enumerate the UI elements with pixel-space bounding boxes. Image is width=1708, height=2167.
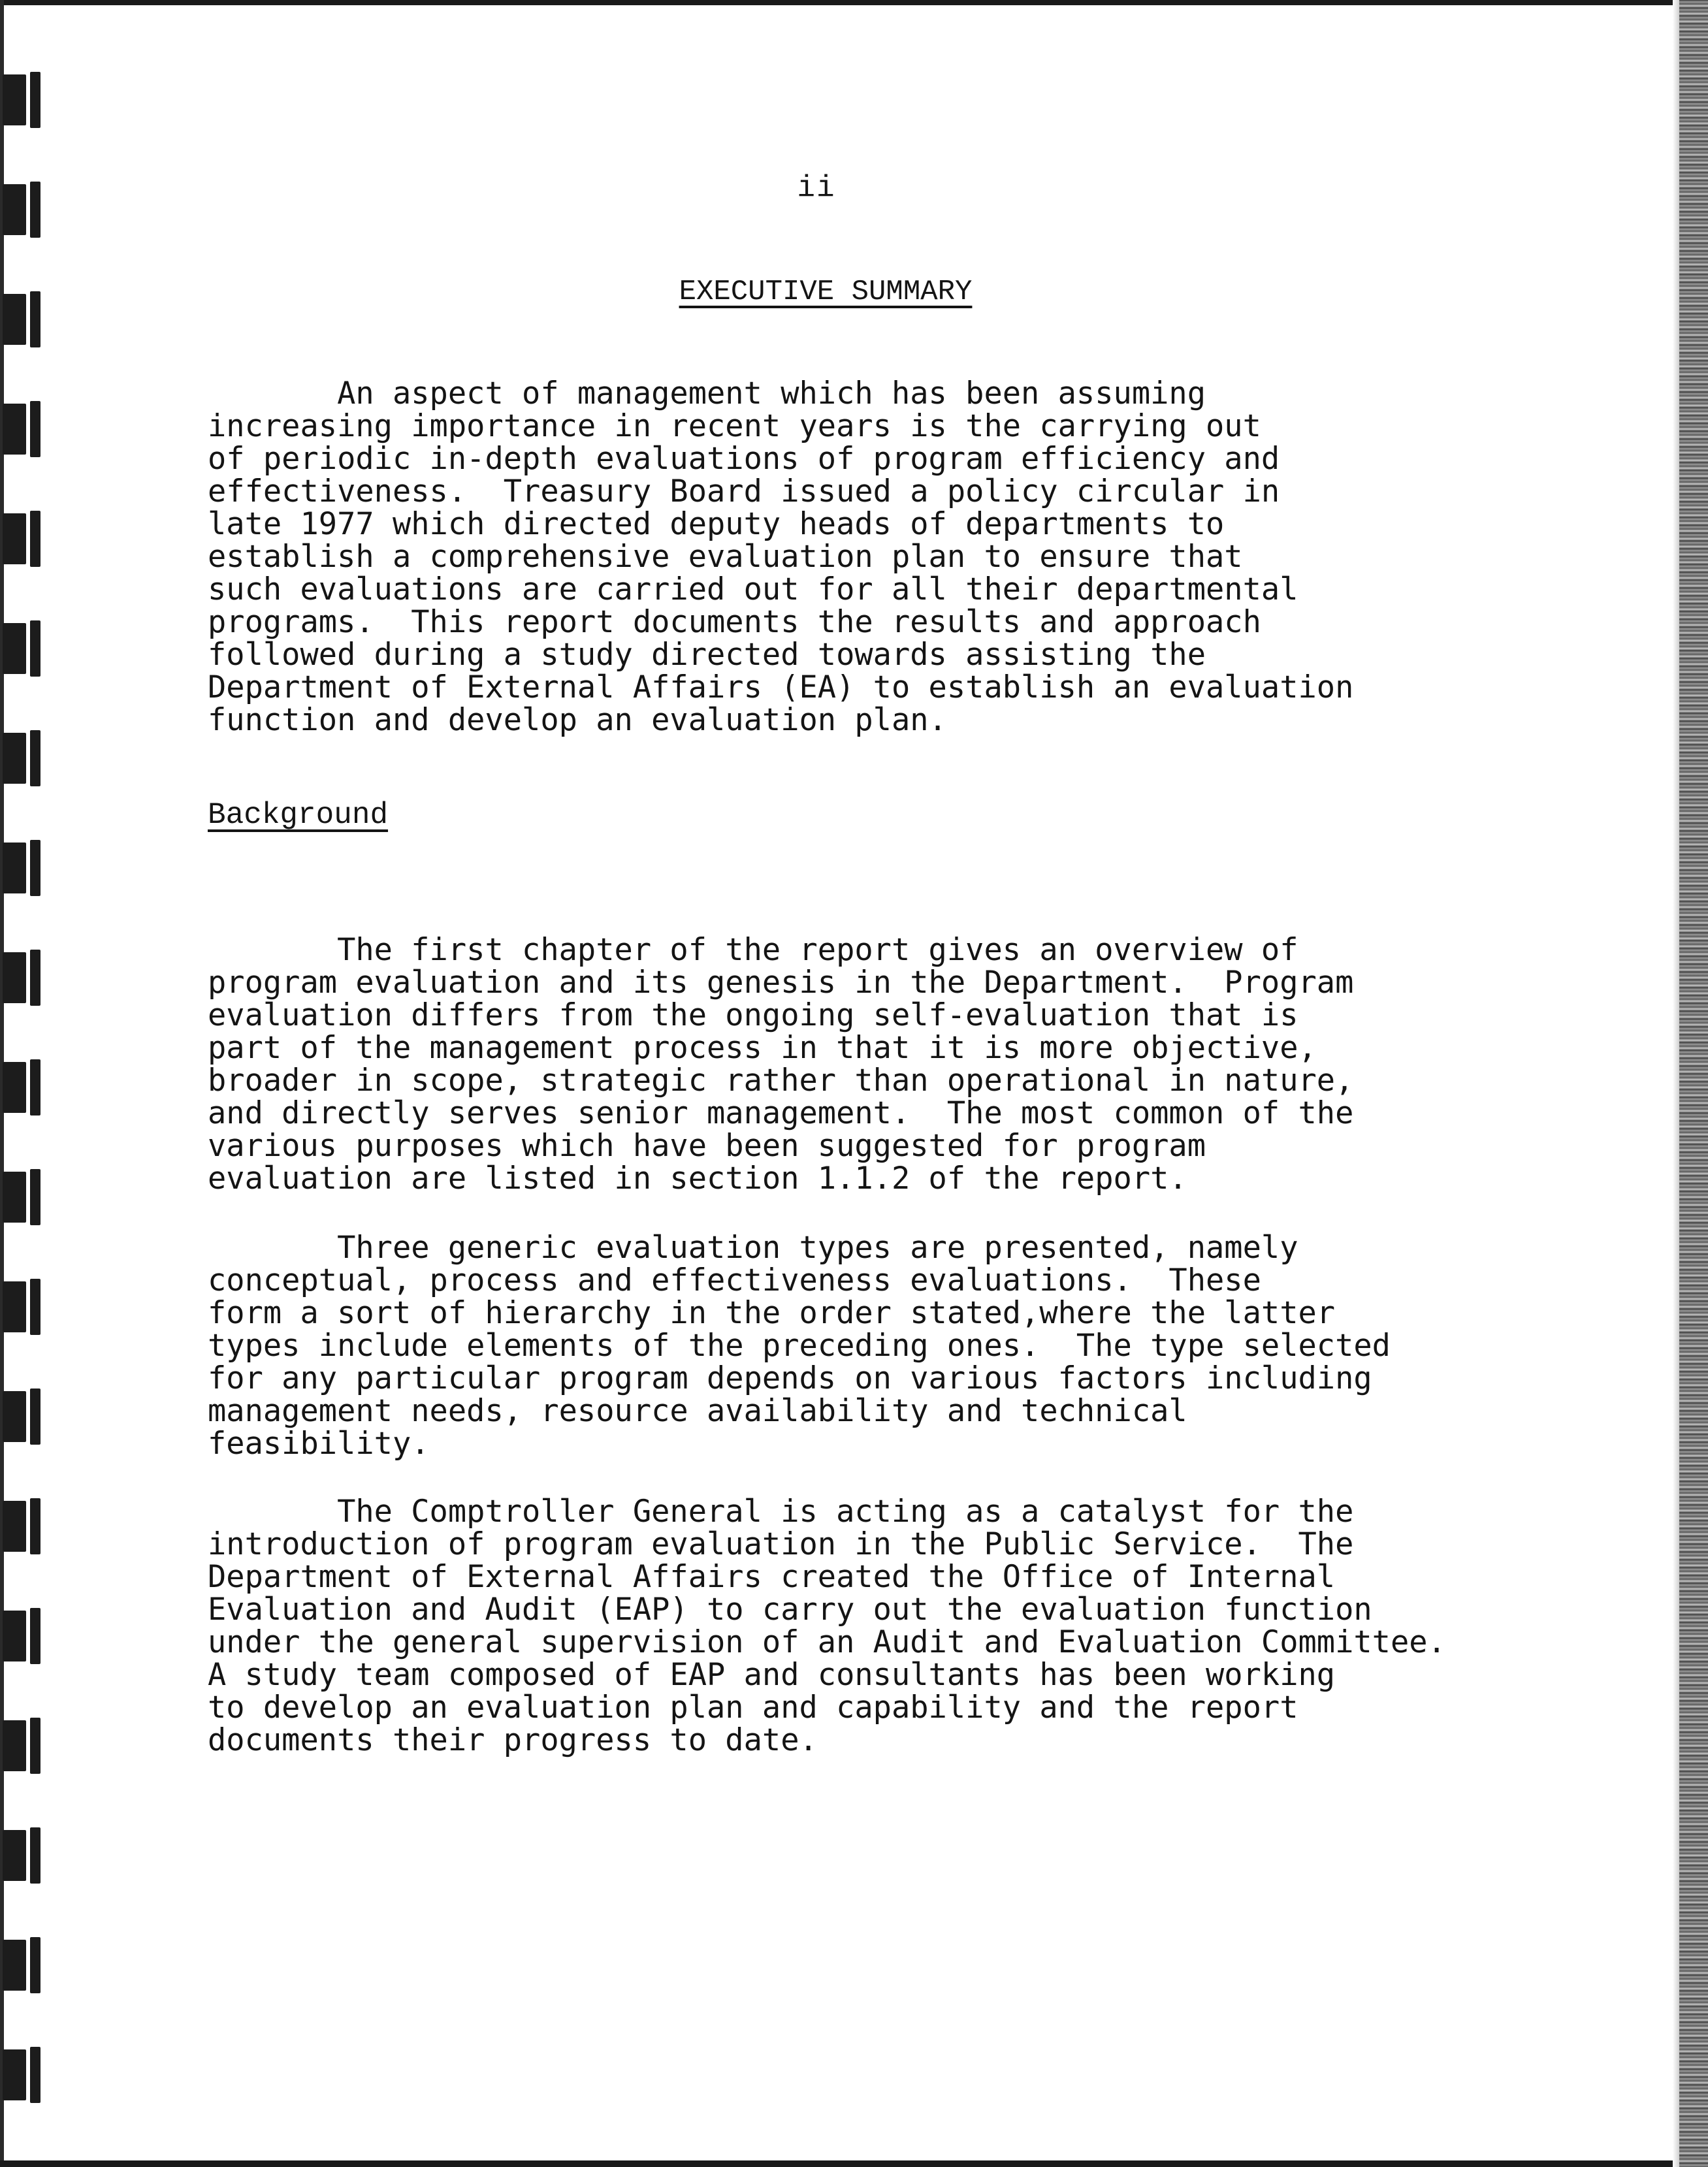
binding-ring (0, 1279, 46, 1335)
document-title-text: EXECUTIVE SUMMARY (679, 276, 973, 308)
page-right-edge (1679, 0, 1708, 2167)
binding-ring (0, 1059, 46, 1116)
binding-ring (0, 620, 46, 677)
binding-ring (0, 511, 46, 567)
binding-ring (0, 1388, 46, 1445)
binding-ring (0, 2047, 46, 2103)
document-title (0, 276, 1651, 308)
binding-ring (0, 840, 46, 896)
paragraph-first-chapter: The first chapter of the report gives an overview of program evaluation and its genesis in the Department. Program evaluation differs from the ongoing self-evaluation that is part of the management process in that it is more objective, broader in scope, strategic rather than operational in nature, and directly serves senior management. The most common of the various purposes which have been suggested for program evaluation are listed in section 1.1.2 of the report. (208, 932, 1354, 1196)
page-right-shadow (1673, 0, 1679, 2167)
binding-ring (0, 1827, 46, 1884)
page-top-edge (0, 0, 1708, 5)
binding-ring (0, 1937, 46, 1993)
binding-ring (0, 1718, 46, 1774)
page-number: ii (797, 171, 836, 205)
binding-ring (0, 72, 46, 128)
page-bottom-edge (0, 2160, 1708, 2167)
section-heading-background: Background (208, 798, 389, 832)
binding-ring (0, 401, 46, 457)
binding-ring (0, 950, 46, 1006)
binding-ring (0, 730, 46, 786)
binding-ring (0, 1498, 46, 1554)
binding-ring (0, 1169, 46, 1225)
paragraph-intro: An aspect of management which has been assuming increasing importance in recent years is the carrying out of periodic in-depth evaluations of program efficiency and effectiveness. Treasury Board issued a policy circular in late 1977 which directed deputy heads of departments to establish a comprehensive evaluation plan to ensure that such evaluations are carried out for all their departmental programs. This report documents the results and approach followed during a study directed towards assisting the Department of External Affairs (EA) to establish an evaluation function and develop an evaluation plan. (208, 376, 1354, 738)
paragraph-comptroller-general: The Comptroller General is acting as a catalyst for the introduction of program evaluation in the Public Service. The Department of External Affairs created the Office of Internal Evaluation and Audit (EAP) to carry out the evaluation function under the general supervision of an Audit and Evaluation Committee. A study team composed of EAP and consultants has been working to develop an evaluation plan and capability and the report documents their progress to date. (208, 1494, 1446, 1758)
paragraph-evaluation-types: Three generic evaluation types are presented, namely conceptual, process and effectiveness evaluations. These form a sort of hierarchy in the order stated,where the latter types include elements of the preceding ones. The type selected for any particular program depends on various factors including management needs, resource availability and technical feasibility. (208, 1230, 1391, 1462)
binding-ring (0, 1608, 46, 1664)
